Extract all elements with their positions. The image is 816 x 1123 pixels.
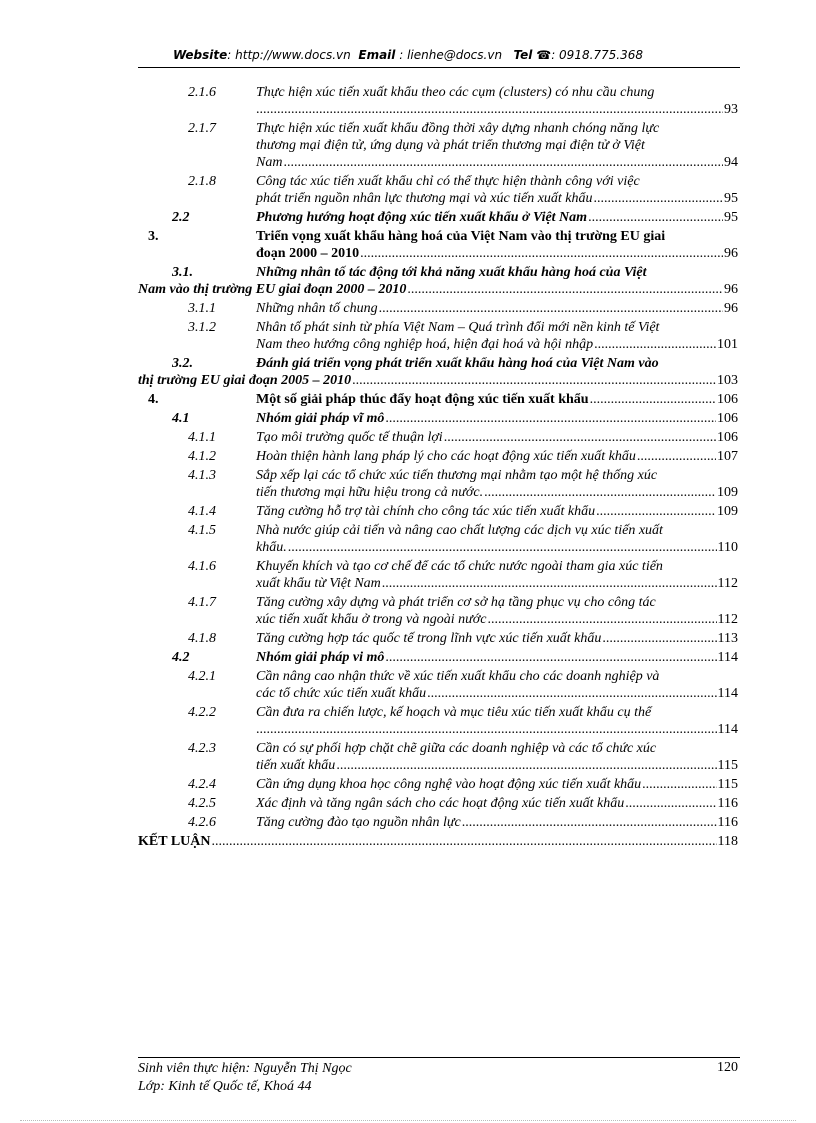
phone-icon: ☎ bbox=[536, 48, 552, 62]
toc-entry-page: 118 bbox=[717, 834, 738, 849]
dot-leader bbox=[382, 575, 717, 592]
toc-entry-title: Những nhân tố tác động tới khả năng xuất khẩu hàng hoá của Việt bbox=[256, 265, 647, 280]
toc-entry-page: 112 bbox=[717, 612, 738, 627]
toc-entry[interactable] bbox=[138, 630, 738, 647]
toc-entry[interactable] bbox=[138, 300, 738, 317]
toc-entry-title: Nam bbox=[256, 155, 283, 170]
toc-entry-number: 4. bbox=[148, 392, 159, 407]
toc-entry-number: 2.1.8 bbox=[188, 174, 216, 189]
toc-entry[interactable] bbox=[138, 410, 738, 427]
email-value: : lienhe@docs.vn bbox=[395, 48, 503, 62]
dot-leader bbox=[256, 721, 717, 738]
toc-entry-title: Nhóm giải pháp vĩ mô bbox=[256, 411, 385, 426]
toc-entry-page: 115 bbox=[717, 777, 738, 792]
toc-entry[interactable] bbox=[138, 173, 738, 207]
dot-leader bbox=[379, 300, 723, 317]
toc-entry-page: 96 bbox=[724, 246, 738, 261]
toc-entry-title: khẩu. bbox=[256, 540, 287, 555]
toc-entry-title: đoạn 2000 – 2010 bbox=[256, 246, 360, 261]
toc-entry-number: 4.1.3 bbox=[188, 468, 216, 483]
email-label: Email bbox=[358, 48, 396, 62]
toc-entry-page: 106 bbox=[717, 411, 738, 426]
dot-leader bbox=[256, 101, 723, 118]
toc-entry-number: 4.2.3 bbox=[188, 741, 216, 756]
toc-entry[interactable] bbox=[138, 594, 738, 628]
toc-entry[interactable] bbox=[138, 795, 738, 812]
toc-entry-number: 4.2.6 bbox=[188, 815, 216, 830]
toc-entry-page: 109 bbox=[717, 485, 738, 500]
dot-leader bbox=[352, 372, 716, 389]
toc-entry-title: Nhóm giải pháp vi mô bbox=[256, 650, 385, 665]
toc-entry-title: Khuyến khích và tạo cơ chế để các tổ chức nước ngoài tham gia xúc tiến bbox=[256, 559, 663, 574]
toc-entry[interactable] bbox=[138, 558, 738, 592]
toc-entry[interactable] bbox=[138, 668, 738, 702]
dot-leader bbox=[642, 776, 716, 793]
toc-entry-title: Thực hiện xúc tiến xuất khẩu đồng thời xây dựng nhanh chóng năng lực bbox=[256, 121, 660, 136]
toc-entry[interactable] bbox=[138, 120, 738, 171]
toc-entry-number: 4.2 bbox=[172, 650, 190, 665]
dot-leader bbox=[288, 539, 717, 556]
toc-entry-title: xuất khẩu từ Việt Nam bbox=[256, 576, 381, 591]
dot-leader bbox=[283, 154, 723, 171]
toc-entry-title: Tăng cường đào tạo nguồn nhân lực bbox=[256, 815, 461, 830]
toc-entry-page: 103 bbox=[717, 373, 738, 388]
toc-entry-title: KẾT LUẬN bbox=[138, 834, 211, 849]
toc-entry[interactable] bbox=[138, 704, 738, 738]
toc-entry-page: 96 bbox=[724, 301, 738, 316]
dot-leader bbox=[385, 649, 716, 666]
toc-entry-title: Phương hướng hoạt động xúc tiến xuất khẩu ở Việt Nam bbox=[256, 210, 588, 225]
toc-entry-page: 107 bbox=[717, 449, 738, 464]
toc-entry-page: 114 bbox=[717, 722, 738, 737]
toc-entry-number: 4.1.5 bbox=[188, 523, 216, 538]
toc-entry-title: Tăng cường hỗ trợ tài chính cho công tác xúc tiến xuất khẩu bbox=[256, 504, 596, 519]
toc-entry-page: 113 bbox=[717, 631, 738, 646]
toc-entry-page: 94 bbox=[724, 155, 738, 170]
toc-entry[interactable] bbox=[138, 649, 738, 666]
dot-leader bbox=[484, 484, 716, 501]
toc-entry-title: tiến xuất khẩu bbox=[256, 758, 336, 773]
dot-leader bbox=[427, 685, 716, 702]
dot-leader bbox=[444, 429, 716, 446]
toc-entry-title: Xác định và tăng ngân sách cho các hoạt động xúc tiến xuất khẩu bbox=[256, 796, 625, 811]
toc-entry-title: Thực hiện xúc tiến xuất khẩu theo các cụm (clusters) có nhu cầu chung bbox=[256, 85, 655, 100]
toc-entry-number: 4.1.7 bbox=[188, 595, 216, 610]
toc-entry-number: 4.1.2 bbox=[188, 449, 216, 464]
dot-leader bbox=[590, 391, 716, 408]
toc-entry[interactable] bbox=[138, 740, 738, 774]
toc-entry[interactable] bbox=[138, 228, 738, 262]
toc-entry-page: 93 bbox=[724, 102, 738, 117]
toc-entry-page: 96 bbox=[724, 282, 738, 297]
toc-entry-title: Cần nâng cao nhận thức về xúc tiến xuất khẩu cho các doanh nghiệp và bbox=[256, 669, 660, 684]
page-header bbox=[0, 48, 816, 62]
toc-entry-number: 2.1.7 bbox=[188, 121, 216, 136]
footer-info bbox=[138, 1060, 352, 1096]
toc-entry-page: 115 bbox=[717, 758, 738, 773]
toc-entry-page: 101 bbox=[717, 337, 738, 352]
dot-leader bbox=[637, 448, 716, 465]
dot-leader bbox=[462, 814, 717, 831]
website-label: Website bbox=[172, 48, 228, 62]
footer-class: Lớp: Kinh tế Quốc tế, Khoá 44 bbox=[138, 1079, 312, 1094]
tel-label: Tel bbox=[513, 48, 533, 62]
toc-entry[interactable] bbox=[138, 391, 738, 408]
toc-entry-number: 4.2.2 bbox=[188, 705, 216, 720]
toc-entry[interactable] bbox=[138, 833, 738, 850]
toc-entry-page: 110 bbox=[717, 540, 738, 555]
dot-leader bbox=[594, 336, 716, 353]
toc-entry-title: Tăng cường xây dựng và phát triển cơ sở hạ tầng phục vụ cho công tác bbox=[256, 595, 656, 610]
toc-entry-title: Nhà nước giúp cải tiến và nâng cao chất lượng các dịch vụ xúc tiến xuất bbox=[256, 523, 663, 538]
toc-entry-title: Nam vào thị trường EU giai đoạn 2000 – 2010 bbox=[138, 282, 407, 297]
toc-entry[interactable] bbox=[138, 319, 738, 353]
toc-entry-title: các tổ chức xúc tiến xuất khẩu bbox=[256, 686, 427, 701]
dot-leader bbox=[602, 630, 716, 647]
toc-entry[interactable] bbox=[138, 84, 738, 118]
toc-entry-number: 4.1 bbox=[172, 411, 190, 426]
toc-entry-number: 3.1.2 bbox=[188, 320, 216, 335]
toc-entry-title: Cần ứng dụng khoa học công nghệ vào hoạt động xúc tiến xuất khẩu bbox=[256, 777, 642, 792]
toc-entry-number: 3. bbox=[148, 229, 159, 244]
dot-leader bbox=[360, 245, 723, 262]
tel-value: : 0918.775.368 bbox=[551, 48, 644, 62]
toc-entry[interactable] bbox=[138, 429, 738, 446]
dot-leader bbox=[385, 410, 716, 427]
dot-leader bbox=[588, 209, 723, 226]
toc-entry-number: 2.2 bbox=[172, 210, 190, 225]
dot-leader bbox=[211, 833, 716, 850]
toc-entry[interactable] bbox=[138, 355, 738, 389]
toc-entry[interactable] bbox=[138, 776, 738, 793]
toc-entry-page: 95 bbox=[724, 210, 738, 225]
dot-leader bbox=[336, 757, 716, 774]
toc-entry-title: thương mại điện tử, ứng dụng và phát triển thương mại điện tử ở Việt bbox=[256, 138, 645, 153]
toc-entry-number: 4.1.4 bbox=[188, 504, 216, 519]
toc-entry-title: Hoàn thiện hành lang pháp lý cho các hoạt động xúc tiến xuất khẩu bbox=[256, 449, 636, 464]
footer-rule bbox=[138, 1057, 740, 1058]
toc-entry-title: Cần đưa ra chiến lược, kế hoạch và mục tiêu xúc tiến xuất khẩu cụ thể bbox=[256, 705, 652, 720]
toc-entry-title: Nam theo hướng công nghiệp hoá, hiện đại hoá và hội nhập bbox=[256, 337, 594, 352]
toc-entry-number: 3.1. bbox=[172, 265, 193, 280]
toc-entry-title: Tăng cường hợp tác quốc tế trong lĩnh vực xúc tiến xuất khẩu bbox=[256, 631, 602, 646]
footer-student: Sinh viên thực hiện: Nguyễn Thị Ngọc bbox=[138, 1061, 352, 1076]
toc-entry-number: 4.1.6 bbox=[188, 559, 216, 574]
toc-entry-page: 116 bbox=[717, 815, 738, 830]
table-of-contents bbox=[138, 84, 738, 852]
toc-entry-number: 4.2.5 bbox=[188, 796, 216, 811]
toc-entry-number: 4.2.1 bbox=[188, 669, 216, 684]
page-bottom-border bbox=[20, 1120, 796, 1121]
dot-leader bbox=[407, 281, 723, 298]
toc-entry-number: 3.1.1 bbox=[188, 301, 216, 316]
toc-entry[interactable] bbox=[138, 264, 738, 298]
toc-entry-title: Nhân tố phát sinh từ phía Việt Nam – Quá trình đổi mới nền kinh tế Việt bbox=[256, 320, 660, 335]
website-value: : http://www.docs.vn bbox=[227, 48, 351, 62]
toc-entry[interactable] bbox=[138, 448, 738, 465]
toc-entry-number: 4.1.1 bbox=[188, 430, 216, 445]
dot-leader bbox=[625, 795, 716, 812]
toc-entry-title: Những nhân tố chung bbox=[256, 301, 378, 316]
toc-entry-page: 114 bbox=[717, 686, 738, 701]
toc-entry-page: 112 bbox=[717, 576, 738, 591]
toc-entry-title: Tạo môi trường quốc tế thuận lợi bbox=[256, 430, 443, 445]
toc-entry-title: phát triển nguồn nhân lực thương mại và xúc tiến xuất khẩu bbox=[256, 191, 593, 206]
toc-entry-title: Công tác xúc tiến xuất khẩu chỉ có thể thực hiện thành công với việc bbox=[256, 174, 640, 189]
dot-leader bbox=[487, 611, 716, 628]
toc-entry-number: 4.1.8 bbox=[188, 631, 216, 646]
toc-entry-title: Cần có sự phối hợp chặt chẽ giữa các doanh nghiệp và các tổ chức xúc bbox=[256, 741, 657, 756]
footer-page-number: 120 bbox=[717, 1060, 738, 1075]
toc-entry[interactable] bbox=[138, 467, 738, 501]
toc-entry[interactable] bbox=[138, 209, 738, 226]
toc-entry-title: thị trường EU giai đoạn 2005 – 2010 bbox=[138, 373, 352, 388]
header-rule bbox=[138, 67, 740, 68]
dot-leader bbox=[594, 190, 723, 207]
dot-leader bbox=[596, 503, 716, 520]
toc-entry-title: Sắp xếp lại các tổ chức xúc tiến thương mại nhằm tạo một hệ thống xúc bbox=[256, 468, 658, 483]
toc-entry-page: 114 bbox=[717, 650, 738, 665]
toc-entry-title: Triển vọng xuất khẩu hàng hoá của Việt Nam vào thị trường EU giai bbox=[256, 229, 666, 244]
toc-entry-page: 95 bbox=[724, 191, 738, 206]
toc-entry[interactable] bbox=[138, 522, 738, 556]
toc-entry-number: 4.2.4 bbox=[188, 777, 216, 792]
toc-entry[interactable] bbox=[138, 503, 738, 520]
toc-entry-page: 116 bbox=[717, 796, 738, 811]
toc-entry[interactable] bbox=[138, 814, 738, 831]
toc-entry-number: 2.1.6 bbox=[188, 85, 216, 100]
toc-entry-title: xúc tiến xuất khẩu ở trong và ngoài nước bbox=[256, 612, 487, 627]
toc-entry-title: tiến thương mại hữu hiệu trong cả nước. bbox=[256, 485, 484, 500]
toc-entry-page: 106 bbox=[717, 392, 738, 407]
toc-entry-title: Một số giải pháp thúc đẩy hoạt động xúc tiến xuất khẩu bbox=[256, 392, 589, 407]
toc-entry-title: Đánh giá triển vọng phát triển xuất khẩu hàng hoá của Việt Nam vào bbox=[256, 356, 659, 371]
toc-entry-page: 106 bbox=[717, 430, 738, 445]
toc-entry-number: 3.2. bbox=[172, 356, 193, 371]
toc-entry-page: 109 bbox=[717, 504, 738, 519]
